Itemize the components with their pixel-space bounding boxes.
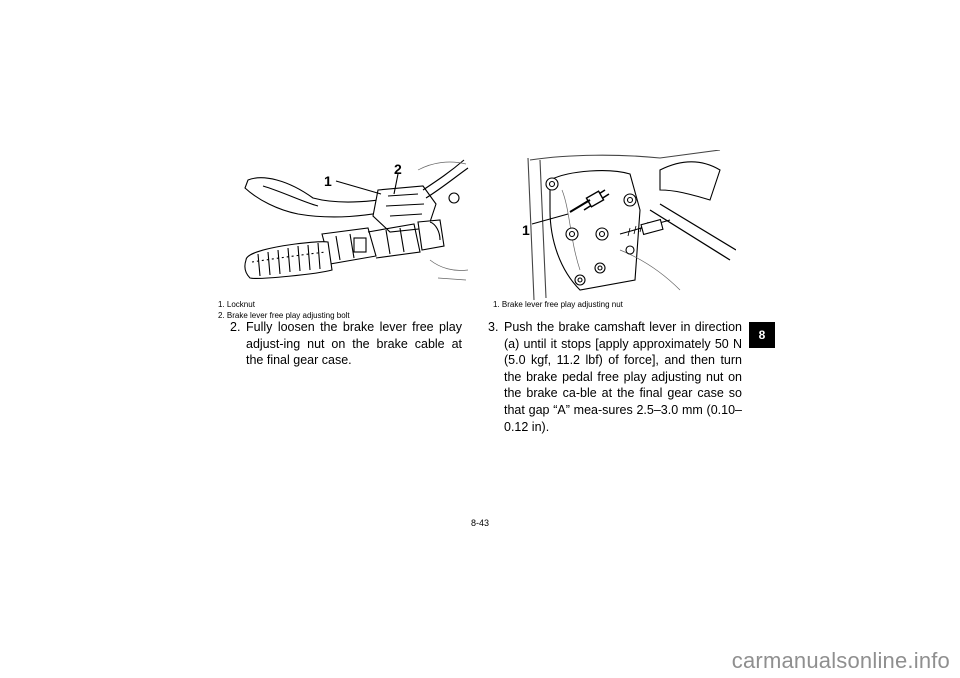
figure-right-caption [493, 300, 623, 311]
chapter-tab: 8 [749, 322, 775, 348]
step-3-instruction [488, 319, 742, 435]
step-number: 3. [488, 320, 499, 334]
callout-1-right: 1 [522, 222, 530, 238]
step-number: 2. [230, 320, 241, 334]
step-text: Fully loosen the brake lever free play adjust-ing nut on the brake cable at the final gear case. [246, 320, 462, 368]
caption-num: 1. [493, 300, 500, 309]
final-gear-brake-illustration [510, 150, 736, 300]
caption-text: Brake lever free play adjusting bolt [226, 310, 350, 320]
step-text: Push the brake camshaft lever in direction (a) until it stops [apply approximately 50 N (5.0 kgf, 11.2 lbf) of force], and then turn the brake pedal free play adjusting nut on the brake ca-ble at the final gear case so that gap “A” mea-sures 2.5–3.0 mm (0.10–0.12 in). [504, 320, 742, 434]
step-2-instruction [230, 319, 462, 369]
caption-item [493, 300, 623, 311]
caption-num: 1. [218, 300, 225, 309]
figure-left-caption [218, 300, 350, 321]
page-number: 8-43 [470, 518, 489, 528]
caption-text: Brake lever free play adjusting nut [501, 300, 623, 309]
callout-1-left: 1 [324, 173, 332, 189]
callout-2-left: 2 [394, 161, 402, 177]
watermark: carmanualsonline.info [731, 648, 950, 673]
caption-text: Locknut [226, 300, 255, 309]
caption-num: 2. [218, 310, 225, 320]
brake-lever-illustration [218, 150, 470, 300]
caption-item [218, 300, 350, 311]
